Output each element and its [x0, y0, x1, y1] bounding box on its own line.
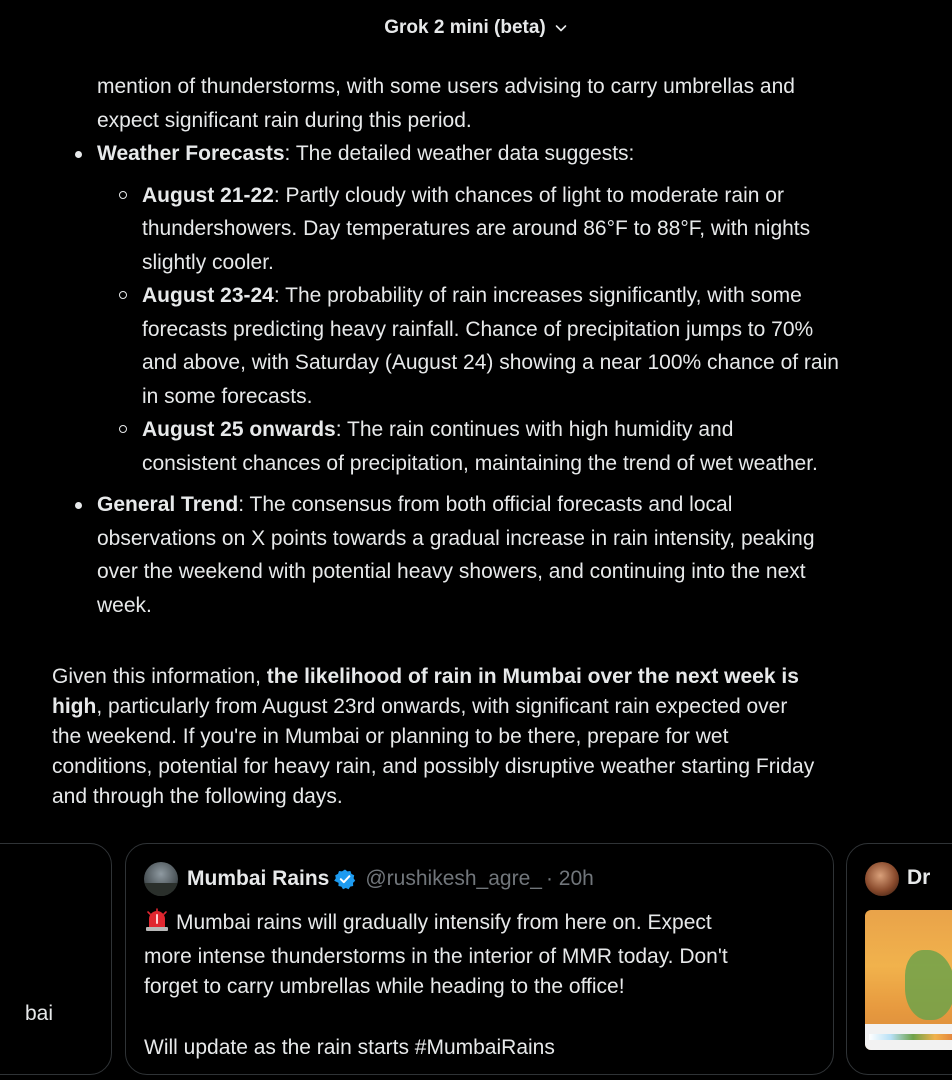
list-item-aug-25-onwards	[97, 413, 922, 480]
item-label: August 25 onwards	[142, 418, 336, 441]
post-text: Will update as the rain starts #MumbaiRains	[144, 1036, 555, 1059]
item-text: : The rain continues with high humidity and	[335, 418, 734, 441]
list-item-general-trend	[52, 488, 922, 622]
response-body	[52, 70, 922, 812]
post-header	[144, 862, 594, 896]
summary-emphasis: high	[52, 695, 97, 718]
model-name: Grok 2 mini (beta)	[384, 17, 546, 38]
summary-emphasis: the likelihood of rain in Mumbai over the next week is	[266, 665, 799, 688]
post-time[interactable]: · 20h	[545, 867, 594, 890]
item-text: in some forecasts.	[142, 384, 313, 408]
precipitation-map-image[interactable]	[865, 910, 952, 1050]
list-item-aug-23-24	[97, 279, 922, 413]
item-text: over the weekend with potential heavy showers, and continuing into the next	[97, 560, 806, 583]
item-label: August 23-24	[142, 284, 274, 307]
item-text: slightly cooler.	[142, 250, 274, 274]
list-item-aug-21-22	[97, 179, 922, 280]
item-text: : The consensus from both official forecasts and local	[238, 493, 733, 516]
chevron-down-icon	[554, 21, 568, 35]
post-card-next[interactable]	[846, 843, 952, 1075]
circle-bullet-icon	[119, 425, 127, 433]
item-text: forecasts predicting heavy rainfall. Chance of precipitation jumps to 70%	[142, 317, 814, 341]
profile-avatar[interactable]	[144, 862, 178, 896]
summary-paragraph	[52, 662, 922, 812]
item-text: observations on X points towards a gradual increase in rain intensity, peaking	[97, 526, 815, 550]
item-text: : The detailed weather data suggests:	[284, 142, 635, 165]
list-item-weather-forecasts	[52, 137, 922, 480]
post-text: bai	[25, 1002, 54, 1025]
item-label: General Trend	[97, 493, 239, 516]
circle-bullet-icon	[119, 291, 127, 299]
profile-avatar[interactable]	[865, 862, 899, 896]
item-text: consistent chances of precipitation, maintaining the trend of wet weather.	[142, 451, 818, 475]
author-handle[interactable]: @rushikesh_agre_	[365, 867, 542, 890]
summary-text: the weekend. If you're in Mumbai or planning to be there, prepare for wet	[52, 725, 729, 748]
item-text: week.	[97, 593, 152, 617]
post-card-previous[interactable]	[0, 843, 112, 1075]
bullet-icon	[75, 151, 82, 158]
post-text: more intense thunderstorms in the interior of MMR today. Don't	[144, 944, 728, 968]
item-text: and above, with Saturday (August 24) showing a near 100% chance of rain	[142, 351, 839, 374]
intro-line: expect significant rain during this period.	[97, 108, 472, 132]
post-body	[144, 908, 814, 1064]
summary-text: Given this information,	[52, 665, 267, 688]
author-name[interactable]: Dr	[907, 866, 931, 889]
item-label: Weather Forecasts	[97, 142, 285, 165]
legend-colorbar	[869, 1034, 952, 1040]
model-selector[interactable]	[0, 0, 952, 56]
date-list	[97, 179, 922, 481]
post-card[interactable]	[125, 843, 834, 1075]
post-text: forget to carry umbrellas while heading to the office!	[144, 975, 625, 998]
summary-text: conditions, potential for heavy rain, and possibly disruptive weather starting Friday	[52, 755, 815, 778]
item-text: thundershowers. Day temperatures are around 86°F to 88°F, with nights	[142, 217, 811, 240]
post-text: Mumbai rains will gradually intensify from here on. Expect	[176, 911, 712, 934]
forecast-list	[52, 137, 922, 622]
siren-icon	[144, 908, 170, 942]
verified-badge-icon	[334, 868, 356, 890]
rain-area-shape	[905, 950, 952, 1020]
item-label: August 21-22	[142, 183, 274, 207]
author-name[interactable]: Mumbai Rains	[187, 867, 330, 890]
circle-bullet-icon	[119, 191, 127, 199]
map-legend	[865, 1024, 952, 1050]
intro-line: mention of thunderstorms, with some users advising to carry umbrellas and	[97, 75, 795, 98]
item-text: : Partly cloudy with chances of light to moderate rain or	[273, 183, 784, 207]
summary-text: , particularly from August 23rd onwards, with significant rain expected over	[96, 695, 788, 718]
summary-text: and through the following days.	[52, 785, 343, 808]
item-text: : The probability of rain increases significantly, with some	[273, 284, 802, 307]
bullet-icon	[75, 502, 82, 509]
